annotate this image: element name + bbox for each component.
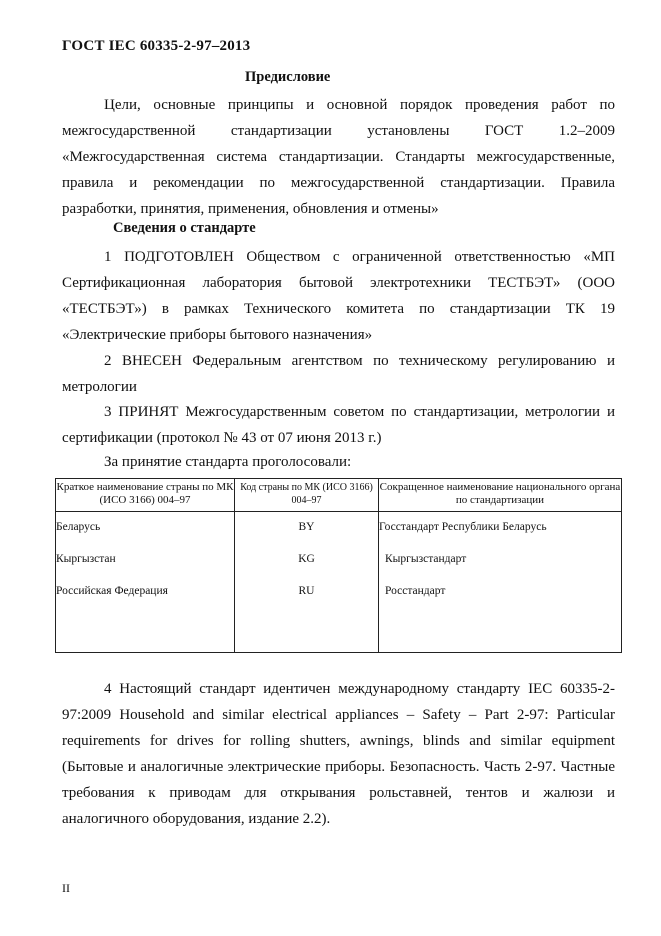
foreword-intro-paragraph: Цели, основные принципы и основной порядок проведения работ по межгосударственной стандартизации установлены ГОСТ 1.2–2009 «Межгосударственная система стандартизации. Стандарты межгосударственные, правила и рекомендации по межгосударственной стандартизации. Правила разработки, принятия, применения, обновления и отмены» <box>62 97 615 217</box>
country-cell: Российская Федерация <box>56 585 168 597</box>
header-standards-body: Сокращенное наименование национального органа по стандартизации <box>379 479 622 512</box>
foreword-title: Предисловие <box>245 69 331 85</box>
code-column <box>235 512 379 653</box>
vote-intro: За принятие стандарта проголосовали: <box>104 454 352 470</box>
item-2-paragraph: 2 ВНЕСЕН Федеральным агентством по техническому регулированию и метрологии <box>62 353 615 395</box>
code-cell: RU <box>298 585 315 597</box>
item-4-paragraph: 4 Настоящий стандарт идентичен международному стандарту IEC 60335-2-97:2009 Household and similar electrical appliances – Safety – Part 2-97: Particular requirements for drives for rolling shutters, awnings, blinds and similar equipment (Бытовые и аналогичные электрические приборы. Безопасность. Часть 2-97. Частные требования к приводам для открывания рольставней, тентов и жалюзи и аналогичного оборудования, издание 2.2). <box>62 681 615 827</box>
item-3-paragraph: 3 ПРИНЯТ Межгосударственным советом по стандартизации, метрологии и сертификации (протокол № 43 от 07 июня 2013 г.) <box>62 404 615 446</box>
body-column <box>379 512 622 653</box>
country-column <box>56 512 235 653</box>
body-cell: Кыргызстандарт <box>385 553 467 565</box>
voting-table <box>55 478 622 653</box>
body-cell: Госстандарт Республики Беларусь <box>379 521 547 533</box>
code-cell: KG <box>298 553 315 565</box>
country-cell: Беларусь <box>56 521 101 533</box>
page-number: II <box>62 881 70 895</box>
body-cell: Росстандарт <box>385 585 446 597</box>
table-body-row <box>56 512 622 653</box>
table-header-row <box>56 479 622 512</box>
about-standard-title: Сведения о стандарте <box>113 220 256 236</box>
item-1-paragraph: 1 ПОДГОТОВЛЕН Обществом с ограниченной ответственностью «МП Сертификационная лаборатория бытовой электротехники ТЕСТБЭТ» (ООО «ТЕСТБЭТ») в рамках Технического комитета по стандартизации ТК 19 «Электрические приборы бытового назначения» <box>62 249 615 343</box>
standard-header: ГОСТ IEC 60335-2-97–2013 <box>62 38 251 54</box>
header-country-code: Код страны по МК (ИСО 3166) 004–97 <box>235 479 379 512</box>
country-cell: Кыргызстан <box>56 553 116 565</box>
header-country-name: Краткое наименование страны по МК (ИСО 3166) 004–97 <box>56 479 235 512</box>
code-cell: BY <box>298 521 315 533</box>
